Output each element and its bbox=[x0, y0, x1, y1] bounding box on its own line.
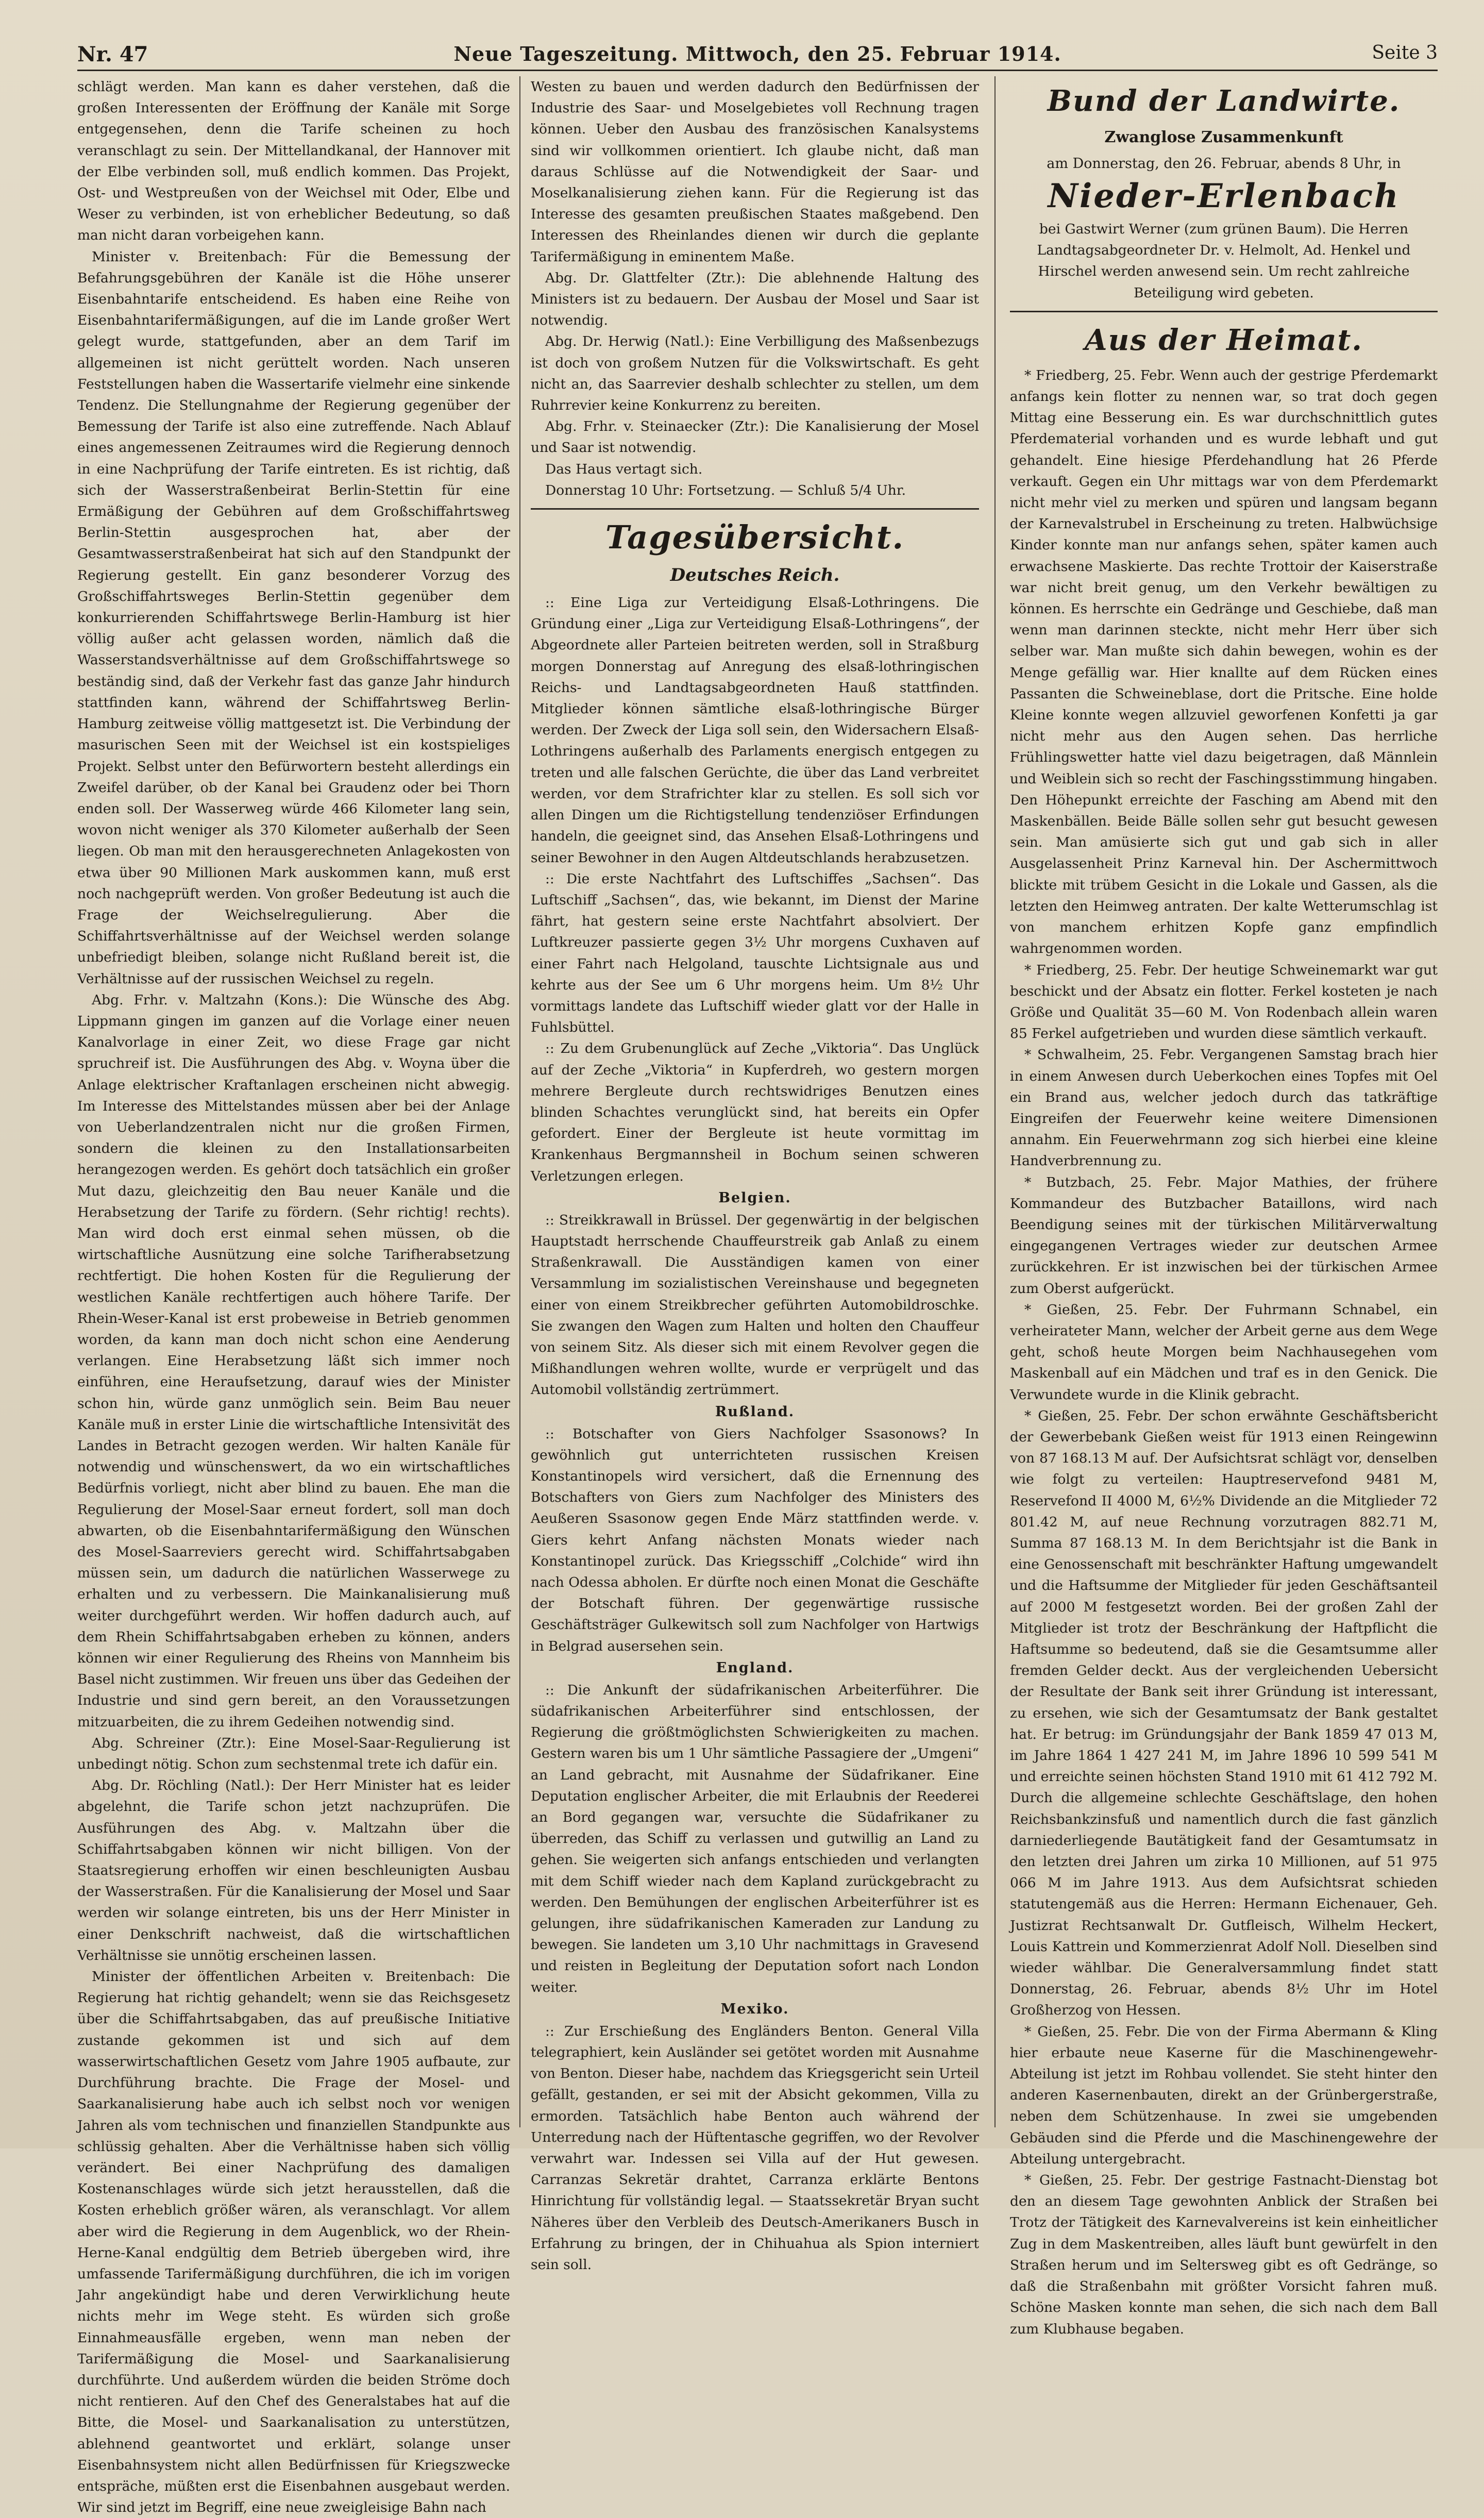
paragraph: Minister v. Breitenbach: Für die Bemessung der Befahrungsgebühren der Kanäle ist die Höhe unserer Eisenbahntarife entscheidend. Es haben eine Reihe von Eisenbahntarifermäßigungen, auf die im Lande großer Wert gelegt wurde, stattgefunden, aber an dem Tarif im allgemeinen ist nicht gerüttelt worden. Nach unseren Feststellungen haben die Wassertarife vielmehr eine sinkende Tendenz. Die Stellungnahme der Regierung gegenüber der Bemessung der Tarife ist also eine zutreffende. Nach Ablauf eines angemessenen Zeitraumes wird die Regierung dennoch in eine Nachprüfung der Tarife eintreten. Es ist richtig, daß sich der Wasserstraßenbeirat Berlin-Stettin für eine Ermäßigung der Gebühren auf dem Großschiffahrtsweg Berlin-Stettin ausgesprochen hat, aber der Gesamtwasserstraßenbeirat hat sich auf den Standpunkt der Regierung gestellt. Ein ganz besonderer Vorzug des Großschiffahrtsweges Berlin-Stettin gegenüber dem konkurrierenden Schiffahrtswege Berlin-Hamburg ist hier völlig außer acht gelassen worden, nämlich daß die Wasserstandsverhältnisse auf dem Großschiffahrtswege so beständig sind, daß der Verkehr fast das ganze Jahr hindurch stattfinden kann, während der Schiffahrtsweg Berlin-Hamburg zeitweise völlig mattgesetzt ist. Die Verbindung der masurischen Seen mit der Weichsel ist ein kostspieliges Projekt. Selbst unter den Befürwortern besteht allerdings ein Zweifel darüber, ob der Kanal bei Graudenz oder bei Thorn enden soll. Der Wasserweg würde 466 Kilometer lang sein, wovon nicht weniger als 370 Kilometer außerhalb der Seen liegen. Ob man mit den herausgerechneten Anlagekosten von etwa über 90 Millionen Mark auskommen kann, muß erst noch nachgeprüft werden. Von großer Bedeutung ist auch die Frage der Weichselregulierung. Aber die Schiffahrtsverhältnisse auf der Weichsel werden solange unbefriedigt bleiben, solange nicht Rußland bereit ist, die Verhältnisse auf der russischen Weichsel zu regeln. bbox=[77, 248, 510, 987]
paragraph: * Gießen, 25. Febr. Der gestrige Fastnacht-Dienstag bot den an diesem Tage gewohnten Anblick der Straßen bei Trotz der Tätigkeit des Karnevalvereins ist kein einheitlicher Zug in dem Maskentreiben, alles läuft bunt gewürfelt in den Straßen herum und im Seltersweg gibt es oft Gedränge, so daß die Straßenbahn mit größter Vorsicht fahren muß. Schöne Masken konnte man sehen, die sich nach dem Ball zum Klubhause begaben. bbox=[1010, 2172, 1438, 2337]
paragraph: Abg. Dr. Röchling (Natl.): Der Herr Minister hat es leider abgelehnt, die Tarife schon jetzt nachzuprüfen. Die Ausführungen des Abg. v. Maltzahn über die Schiffahrtsabgaben können wir nicht billigen. Von der Staatsregierung erhoffen wir einen beschleunigten Ausbau der Wasserstraßen. Für die Kanalisierung der Mosel und Saar werden wir solange eintreten, bis uns der Herr Minister in einer Denkschrift nachweist, daß die wirtschaftlichen Verhältnisse sie unnötig erscheinen lassen. bbox=[77, 1777, 510, 1963]
paragraph: Abg. Frhr. v. Steinaecker (Ztr.): Die Kanalisierung der Mosel und Saar ist notwendig. bbox=[531, 418, 979, 456]
page-number: Seite 3 bbox=[1372, 42, 1438, 63]
paragraph: * Gießen, 25. Febr. Der schon erwähnte Geschäftsbericht der Gewerbebank Gießen weist für 1913 einen Reingewinn von 87 168.13 M auf. Der Aufsichtsrat schlägt vor, denselben wie folgt zu verteilen: Hauptreservefond 9481 M, Reservefond II 4000 M, 6½% Dividende an die Mitglieder 72 801.42 M, auf neue Rechnung vorzutragen 882.71 M, Summa 87 168.13 M. In dem Berichtsjahr ist die Bank in eine Genossenschaft mit beschränkter Haftung umgewandelt und die Haftsumme der Mitglieder für jeden Geschäftsanteil auf 2000 M festgesetzt worden. Bei der großen Zahl der Mitglieder ist trotz der Beschränkung der Haftpflicht die Haftsumme so bedeutend, daß sie die Gesamtsumme aller fremden Gelder deckt. Aus der vergleichenden Uebersicht der Resultate der Bank seit ihrer Gründung ist interessant, zu ersehen, wie sich der Gesamtumsatz der Bank gestaltet hat. Er betrug: im Gründungsjahr der Bank 1859 47 013 M, im Jahre 1864 1 427 241 M, im Jahre 1896 10 599 541 M und erreichte seinen höchsten Stand 1910 mit 61 412 792 M. Durch die allgemeine schlechte Geschäftslage, den hohen Reichsbankzinsfuß und namentlich durch die fast gänzlich darniederliegende Bautätigkeit fand der Gesamtumsatz in den letzten drei Jahren um zirka 10 Millionen, auf 51 975 066 M im Jahre 1913. Aus dem Aufsichtsrat schieden statutengemäß aus die Herren: Hermann Eichenauer, Geh. Justizrat Rechtsanwalt Dr. Gutfleisch, Wilhelm Heckert, Louis Kattrein und Kommerzienrat Adolf Noll. Dieselben sind wieder wählbar. Die Generalversammlung findet statt Donnerstag, 26. Februar, abends 8½ Uhr im Hotel Großherzog von Hessen. bbox=[1010, 1407, 1438, 2019]
column-divider bbox=[519, 76, 520, 2127]
country-heading: England. bbox=[716, 1659, 794, 1676]
paragraph: * Schwalheim, 25. Febr. Vergangenen Samstag brach hier in einem Anwesen durch Ueberkochen eines Topfes mit Oel ein Brand aus, welcher jedoch durch das tatkräftige Eingreifen der Feuerwehr keine weitere Dimensionen annahm. Ein Feuerwehrmann zog sich hierbei eine kleine Handverbrennung zu. bbox=[1010, 1047, 1438, 1169]
paragraph: Westen zu bauen und werden dadurch den Bedürfnissen der Industrie des Saar- und Moselgebietes voll Rechnung tragen können. Ueber den Ausbau des französischen Kanalsystems sind wir vollkommen orientiert. Ich glaube nicht, daß man daraus Schlüsse auf die Notwendigkeit der Saar- und Moselkanalisierung ziehen kann. Für die Regierung ist das Interesse des gesamten preußischen Staates maßgebend. Den Interessen des Rheinlandes dienen wir durch die geplante Tarifermäßigung in eminentem Maße. bbox=[531, 79, 979, 265]
advert-heading-bund-der-landwirte: Bund der Landwirte. bbox=[1047, 84, 1401, 118]
section-rule bbox=[531, 508, 979, 510]
section-heading-aus-der-heimat: Aus der Heimat. bbox=[1085, 323, 1363, 357]
paragraph: * Friedberg, 25. Febr. Der heutige Schweinemarkt war gut beschickt und der Absatz ein flotter. Ferkel kosteten je nach Größe und Qualität 35—60 M. Von Rodenbach allein waren 85 Ferkel aufgetrieben und wurden diese sämtlich verkauft. bbox=[1010, 962, 1438, 1042]
column-3 bbox=[1010, 76, 1438, 2337]
advert-subheading: Zwanglose Zusammenkunft bbox=[1104, 128, 1343, 146]
column-2 bbox=[531, 76, 979, 2273]
country-heading: Mexiko. bbox=[720, 2001, 789, 2017]
paragraph: :: Streikkrawall in Brüssel. Der gegenwärtig in der belgischen Hauptstadt herrschende Chauffeurstreik gab Anlaß zu einem Straßenkrawall. Die Ausständigen kamen von einer Versammlung im sozialistischen Vereinshause und begegneten einer von einem Streikbrecher geführten Automobildroschke. Sie zwangen den Wagen zum Halten und holten den Chauffeur von seinem Sitz. Als dieser sich mit einem Revolver gegen die Mißhandlungen wehren wollte, wurde er verprügelt und das Automobil vollständig zertrümmert. bbox=[531, 1212, 979, 1398]
paragraph: :: Botschafter von Giers Nachfolger Ssasonows? In gewöhnlich gut unterrichteten russischen Kreisen Konstantinopels wird versichert, daß die Ernennung des Botschafters von Giers zum Nachfolger des Ministers des Aeußeren Ssasonow gegen Ende März stattfinden werde. v. Giers kehrt Anfang nächsten Monats wieder nach Konstantinopel zurück. Das Kriegsschiff „Colchide“ wird ihn nach Odessa abholen. Er dürfte noch einen Monat die Geschäfte der Botschaft führen. Der gegenwärtige russische Geschäftsträger Gulkewitsch soll zum Nachfolger von Hartwigs in Belgrad ausersehen sein. bbox=[531, 1425, 979, 1654]
header-rule bbox=[77, 70, 1438, 71]
paragraph: Donnerstag 10 Uhr: Fortsetzung. — Schluß 5/4 Uhr. bbox=[545, 482, 906, 498]
paragraph: Abg. Schreiner (Ztr.): Eine Mosel-Saar-Regulierung ist unbedingt nötig. Schon zum sechstenmal trete ich dafür ein. bbox=[77, 1735, 510, 1773]
paragraph: Abg. Frhr. v. Maltzahn (Kons.): Die Wünsche des Abg. Lippmann gingen im ganzen auf die Vorlage einer neuen Kanalvorlage in einer Zeit, wo diese Frage gar nicht spruchreif ist. Die Ausführungen des Abg. v. Woyna über die Anlage elektrischer Kraftanlagen erscheinen nicht abwegig. Im Interesse des Mittelstandes müssen aber bei der Anlage von Ueberlandzentralen nicht nur die großen Firmen, sondern die kleinen zu den Installationsarbeiten herangezogen werden. Es gehört doch tatsächlich ein großer Mut dazu, gleichzeitig den Bau neuer Kanäle und die Herabsetzung der Tarife zu fördern. (Sehr richtig! rechts). Man wird doch erst einmal sehen müssen, ob die wirtschaftliche Ausnützung eine solche Tarifherabsetzung rechtfertigt. Die hohen Kosten für die Regulierung der westlichen Kanäle rechtfertigen auch höhere Tarife. Der Rhein-Weser-Kanal ist erst probeweise in Betrieb genommen worden, da kann man doch nicht schon eine Aenderung verlangen. Eine Herabsetzung läßt sich immer noch einführen, eine Heraufsetzung, darauf wies der Minister schon hin, würde ganz unmöglich sein. Beim Bau neuer Kanäle muß in erster Linie die wirtschaftliche Intensivität des Landes in Betracht gezogen werden. Wir halten Kanäle für notwendig und wünschenswert, da wo ein wirtschaftliches Bedürfnis vorliegt, nicht aber blind zu bauen. Ehe man die Regulierung der Mosel-Saar erneut fordert, soll man doch abwarten, ob die Eisenbahntarifermäßigung den Wünschen des Mosel-Saarreviers gerecht wird. Schiffahrtsabgaben müssen sein, um dadurch die natürlichen Wasserwege zu erhalten und zu verbessern. Die Mainkanalisierung muß weiter durchgeführt werden. Wir hoffen dadurch auch, auf dem Rhein Schiffahrtsabgaben erheben zu können, anders können wir einer Regulierung des Rheins von Mannheim bis Basel nicht zustimmen. Wir freuen uns über das Gedeihen der Industrie und sind gern bereit, an den Voraussetzungen mitzuarbeiten, die zu ihrem Gedeihen notwendig sind. bbox=[77, 992, 510, 1730]
advert-date: am Donnerstag, den 26. Februar, abends 8 Uhr, in bbox=[1047, 156, 1401, 172]
paragraph: Minister der öffentlichen Arbeiten v. Breitenbach: Die Regierung hat richtig gehandelt; wenn sie das Reichsgesetz über die Schiffahrtsabgaben, das auf preußische Initiative zustande gekommen ist und sich auf dem wasserwirtschaftlichen Gesetz vom Jahre 1905 aufbaute, zur Durchführung brachte. Die Frage der Mosel- und Saarkanalisierung habe auch ich selbst noch vor wenigen Jahren als vom technischen und finanziellen Standpunkte aus schlüssig gehalten. Aber die Verhältnisse haben sich völlig verändert. Bei einer Nachprüfung des damaligen Kostenanschlages würde sich jetzt herausstellen, daß die Kosten erheblich größer wären, als veranschlagt. Vor allem aber wird die Regierung in dem Augenblick, wo der Rhein-Herne-Kanal endgültig dem Betrieb übergeben wird, ihre umfassende Tarifermäßigung durchführen, die ich im vorigen Jahr angekündigt habe und deren Verwirklichung heute nichts mehr im Wege steht. Es würden sich große Einnahmeausfälle ergeben, wenn man neben der Tarifermäßigung die Mosel- und Saarkanalisierung durchführte. Und außerdem würden die beiden Ströme doch nicht rentieren. Auf den Chef des Generalstabes hat auf die Bitte, die Mosel- und Saarkanalisation zu unterstützen, ablehnend geantwortet und erklärt, solange unser Eisenbahnsystem nicht allen Bedürfnissen für Kriegszwecke entspräche, müßten erst die Eisenbahnen ausgebaut werden. Wir sind jetzt im Begriff, eine neue zweigleisige Bahn nach bbox=[77, 1969, 510, 2516]
paragraph: Abg. Dr. Herwig (Natl.): Eine Verbilligung des Maßsenbezugs ist doch von großem Nutzen für die Volkswirtschaft. Es geht nicht an, das Saarrevier deshalb schlechter zu stellen, um dem Ruhrrevier keine Konkurrenz zu bereiten. bbox=[531, 333, 979, 414]
paragraph: :: Die Ankunft der südafrikanischen Arbeiterführer. Die südafrikanischen Arbeiterführer sind entschlossen, der Regierung die größtmöglichsten Schwierigkeiten zu machen. Gestern waren bis um 1 Uhr sämtliche Passagiere der „Umgeni“ an Land gebracht, mit Ausnahme der Südafrikaner. Eine Deputation englischer Arbeiter, die mit Erlaubnis der Reederei an Bord gegangen war, versuchte die Südafrikaner zu überreden, das Schiff zu verlassen und gutwillig an Land zu gehen. Sie weigerten sich anfangs entschieden und verlangten mit dem Schiff wieder nach dem Kapland zurückgebracht zu werden. Den Bemühungen der englischen Arbeiterführer ist es gelungen, ihre südafrikanischen Kameraden zur Landung zu bewegen. Sie landeten um 3,10 Uhr nachmittags in Gravesend und reisten in Begleitung der Deputation sofort nach London weiter. bbox=[531, 1682, 979, 1995]
paragraph: :: Eine Liga zur Verteidigung Elsaß-Lothringens. Die Gründung einer „Liga zur Verteidigung Elsaß-Lothringens“, der Abgeordnete aller Parteien beitreten werden, soll in Straßburg morgen Donnerstag auf Anregung des elsaß-lothringischen Reichs- und Landtagsabgeordneten Hauß stattfinden. Mitglieder können sämtliche elsaß-lothringische Bürger werden. Der Zweck der Liga soll sein, den Widersachern Elsaß-Lothringens außerhalb des Parlaments energisch entgegen zu treten und alle falschen Gerüchte, die über das Land verbreitet werden, vor dem Strafrichter klar zu stellen. Es soll sich vor allen Dingen um die Richtigstellung tendenziöser Erfindungen handeln, die geeignet sind, das Ansehen Elsaß-Lothringens und seiner Bewohner in den Augen Altdeutschlands herabzusetzen. bbox=[531, 595, 979, 866]
advert-place: Nieder-Erlenbach bbox=[1048, 177, 1400, 215]
paragraph: schlägt werden. Man kann es daher verstehen, daß die großen Interessenten der Eröffnung der Kanäle mit Sorge entgegensehen, denn die Tarife scheinen zu hoch veranschlagt zu sein. Der Mittellandkanal, der Hannover mit der Elbe verbinden soll, muß endlich kommen. Das Projekt, Ost- und Westpreußen von der Weichsel mit Oder, Elbe und Weser zu verbinden, ist von erheblicher Bedeutung, so daß man nicht daran vorbeigehen kann. bbox=[77, 79, 510, 244]
country-heading: Belgien. bbox=[718, 1189, 791, 1206]
paragraph: :: Die erste Nachtfahrt des Luftschiffes „Sachsen“. Das Luftschiff „Sachsen“, das, wie bekannt, im Dienst der Marine fährt, hat gestern seine erste Nachtfahrt absolviert. Der Luftkreuzer passierte gegen 3½ Uhr morgens Cuxhaven auf einer Fahrt nach Helgoland, tauschte Lichtsignale aus und kehrte aus der See um 6 Uhr morgens heim. Um 8½ Uhr vormittags landete das Luftschiff wieder glatt vor der Halle in Fuhlsbüttel. bbox=[531, 870, 979, 1036]
paragraph: * Butzbach, 25. Febr. Major Mathies, der frühere Kommandeur des Butzbacher Bataillons, wird nach Beendigung seines mit der türkischen Militärverwaltung eingegangenen Vertrages wieder zur deutschen Armee zurückkehren. Er ist inzwischen bei der türkischen Armee zum Oberst aufgerückt. bbox=[1010, 1174, 1438, 1297]
advert-text: bei Gastwirt Werner (zum grünen Baum). Die Herren Landtagsabgeordneter Dr. v. Helmolt, Ad. Henkel und Hirschel werden anwesend sein. Um recht zahlreiche Beteiligung wird gebeten. bbox=[1037, 221, 1411, 301]
paragraph: Abg. Dr. Glattfelter (Ztr.): Die ablehnende Haltung des Ministers ist zu bedauern. Der Ausbau der Mosel und Saar ist notwendig. bbox=[531, 270, 979, 329]
paragraph: * Gießen, 25. Febr. Der Fuhrmann Schnabel, ein verheirateter Mann, welcher der Arbeit gerne aus dem Wege geht, schoß heute Morgen beim Nachhausegehen vom Maskenball auf ein Mädchen und traf es in den Genick. Die Verwundete wurde in die Klinik gebracht. bbox=[1010, 1301, 1438, 1403]
subheading-deutsches-reich: Deutsches Reich. bbox=[670, 565, 840, 586]
paragraph: * Friedberg, 25. Febr. Wenn auch der gestrige Pferdemarkt anfangs kein flotter zu nennen war, so trat doch gegen Mittag eine Besserung ein. Es war durchschnittlich gutes Pferdematerial vorhanden und es wurde lebhaft und gut gehandelt. Eine hiesige Pferdehandlung hat 26 Pferde verkauft. Gegen ein Uhr mittags war von dem Pferdemarkt nicht mehr viel zu merken und spüren und langsam begann der Karnevalstrubel in Erscheinung zu treten. Halbwüchsige Kinder konnte man nur anfangs sehen, später kamen auch erwachsene Maskierte. Das rechte Trottoir der Kaiserstraße war nicht breit genug, um den Verkehr bewältigen zu können. Es herrschte ein Gedränge und Geschiebe, daß man wenn man darinnen steckte, nicht mehr Herr über sich selber war. Man mußte sich dahin bewegen, wohin es der Menge gefällig war. Hier knallte auf dem Rücken eines Passanten die Schweineblase, dort die Pritsche. Eine holde Kleine konnte wegen allzuviel geworfenen Konfetti ja gar nicht mehr aus den Augen sehen. Das herrliche Frühlingswetter hatte viel dazu beigetragen, daß Männlein und Weiblein sich so recht der Faschingsstimmung hingaben. Den Höhepunkt erreichte der Fasching am Abend mit den Maskenbällen. Beide Bälle sollen sehr gut besucht gewesen sein. Man amüsierte sich gut und gab sich in aller Ausgelassenheit Prinz Karneval hin. Der Aschermittwoch blickte mit trübem Gesicht in die Lokale und Gassen, als die letzten den Heimweg antraten. Der kalte Wetterumschlag ist von manchem erhitzen Kopfe ganz empfindlich wahrgenommen worden. bbox=[1010, 367, 1438, 957]
paragraph: :: Zur Erschießung des Engländers Benton. General Villa telegraphiert, kein Ausländer sei getötet worden mit Ausnahme von Benton. Dieser habe, nachdem das Kriegsgericht sein Urteil gefällt, gestanden, er sei mit der Absicht gekommen, Villa zu ermorden. Tatsächlich habe Benton auch während der Unterredung nach der Hüftentasche gegriffen, wo der Revolver verwahrt war. Indessen sei Villa auf der Hut gewesen. Carranzas Sekretär drahtet, Carranza erklärte Bentons Hinrichtung für vollständig legal. — Staatssekretär Bryan sucht Näheres über den Verbleib des Deutsch-Amerikaners Busch in Erfahrung zu bringen, der in Chihuahua als Spion interniert sein soll. bbox=[531, 2023, 979, 2273]
page-header bbox=[77, 42, 1438, 68]
paragraph: :: Zu dem Grubenunglück auf Zeche „Viktoria“. Das Unglück auf der Zeche „Viktoria“ in Kupferdreh, wo gestern morgen mehrere Bergleute durch rechtswidriges Benutzen eines blinden Schachtes verunglückt sind, hat bereits ein Opfer gefordert. Einer der Bergleute ist heute vormittag im Krankenhaus Bergmannsheil in Bochum seinen schweren Verletzungen erlegen. bbox=[531, 1040, 979, 1184]
section-heading-tagesuebersicht: Tagesübersicht. bbox=[605, 518, 905, 557]
country-heading: Rußland. bbox=[715, 1403, 795, 1420]
column-divider bbox=[994, 76, 996, 2127]
masthead: Neue Tageszeitung. Mittwoch, den 25. Februar 1914. bbox=[453, 42, 1061, 65]
issue-number: Nr. 47 bbox=[77, 42, 148, 66]
section-rule bbox=[1010, 311, 1438, 312]
column-1 bbox=[77, 76, 510, 2516]
paragraph: Das Haus vertagt sich. bbox=[545, 461, 703, 477]
paragraph: * Gießen, 25. Febr. Die von der Firma Abermann & Kling hier erbaute neue Kaserne für die Maschinengewehr-Abteilung ist jetzt im Rohbau vollendet. Sie steht hinter den anderen Kasernenbauten, direkt an der Grünbergerstraße, neben dem Schützenhause. In zwei sie umgebenden Gebäuden sind die Pferde und die Maschinengewehre der Abteilung untergebracht. bbox=[1010, 2023, 1438, 2167]
